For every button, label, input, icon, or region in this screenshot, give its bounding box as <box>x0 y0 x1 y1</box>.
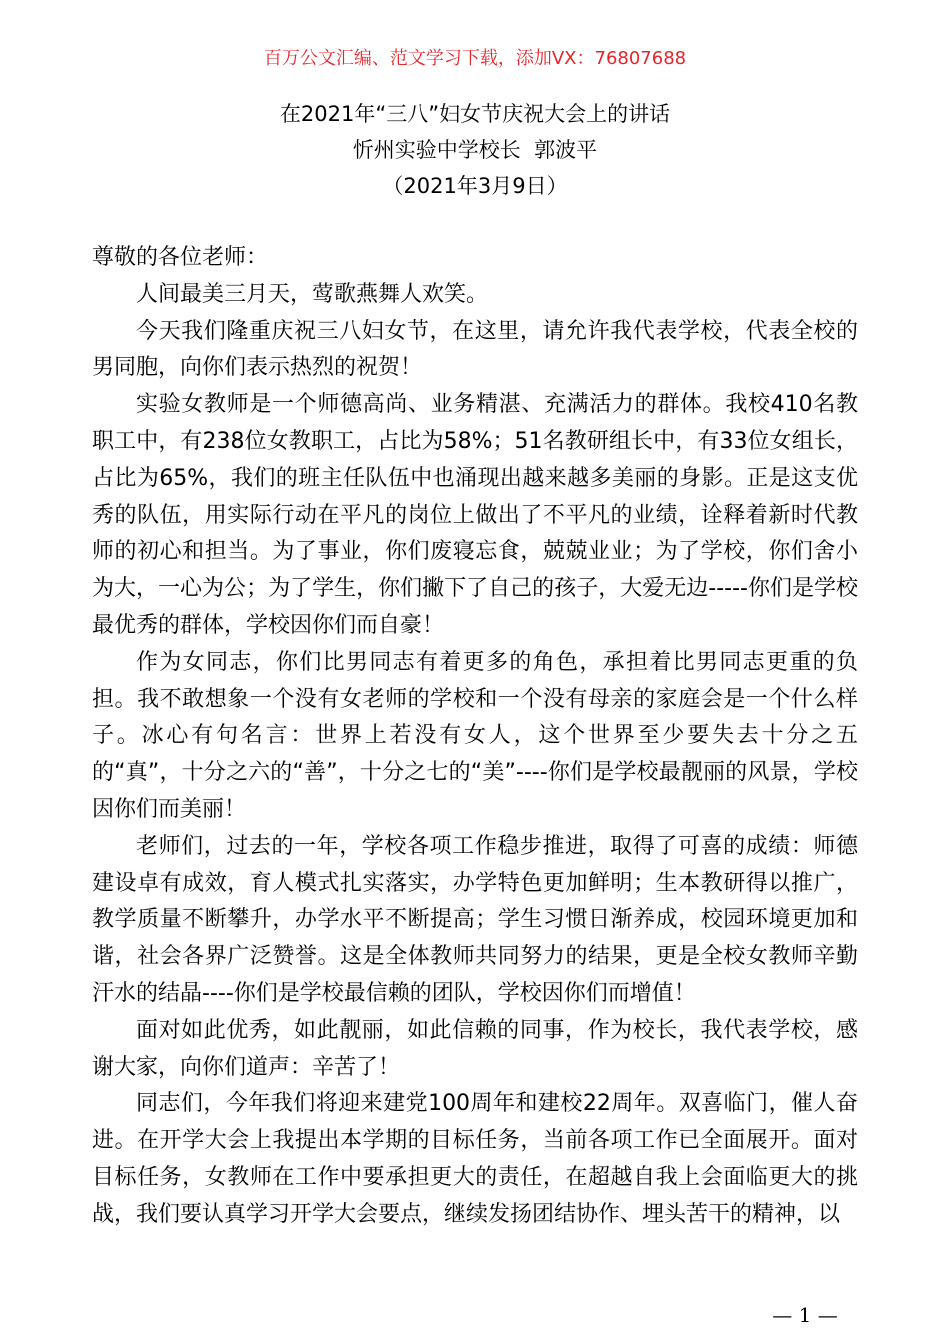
speech-body <box>92 240 858 1234</box>
paragraph-6: 面对如此优秀，如此靓丽，如此信赖的同事，作为校长，我代表学校，感谢大家，向你们道声：辛苦了！ <box>92 1017 858 1080</box>
paragraph-1: 人间最美三月天，莺歌燕舞人欢笑。 <box>136 281 489 307</box>
paragraph-5: 老师们，过去的一年，学校各项工作稳步推进，取得了可喜的成绩：师德建设卓有成效，育人模式扎实落实，办学特色更加鲜明；生本教研得以推广，教学质量不断攀升，办学水平不断提高；学生习惯日渐养成，校园环境更加和谐，社会各界广泛赞誉。这是全体教师共同努力的结果，更是全校女教师辛勤汗水的结晶----你们是学校最信赖的团队，学校因你们而增值！ <box>92 833 858 1006</box>
paragraph-4: 作为女同志，你们比男同志有着更多的角色，承担着比男同志更重的负担。我不敢想象一个没有女老师的学校和一个没有母亲的家庭会是一个什么样子。冰心有句名言：世界上若没有女人，这个世界至少要失去十分之五的“真”，十分之六的“善”，十分之七的“美”----你们是学校最靓丽的风景，学校因你们而美丽！ <box>92 649 858 822</box>
paragraph-7: 同志们，今年我们将迎来建党100周年和建校22周年。双喜临门，催人奋进。在开学大会上我提出本学期的目标任务，当前各项工作已全面展开。面对目标任务，女教师在工作中要承担更大的责任，在超越自我上会面临更大的挑战，我们要认真学习开学大会要点，继续发扬团结协作、埋头苦干的精神，以 <box>92 1091 858 1227</box>
paragraph-2: 今天我们隆重庆祝三八妇女节，在这里，请允许我代表学校，代表全校的男同胞，向你们表示热烈的祝贺！ <box>92 318 858 381</box>
salutation: 尊敬的各位老师： <box>92 245 269 270</box>
paragraph-3: 实验女教师是一个师德高尚、业务精湛、充满活力的群体。我校410名教职工中，有238位女教职工，占比为58%；51名教研组长中，有33位女组长，占比为65%，我们的班主任队伍中也涌现出越来越多美丽的身影。正是这支优秀的队伍，用实际行动在平凡的岗位上做出了不平凡的业绩，诠释着新时代教师的初心和担当。为了事业，你们废寝忘食，兢兢业业；为了学校，你们舍小为大，一心为公；为了学生，你们撇下了自己的孩子，大爱无边-----你们是学校最优秀的群体，学校因你们而自豪！ <box>92 392 858 638</box>
speech-header <box>0 96 950 204</box>
page-number: — 1 — <box>772 1303 838 1327</box>
promo-banner: 百万公文汇编、范文学习下载，添加VX：76807688 <box>263 48 687 69</box>
speech-title: 在2021年“三八”妇女节庆祝大会上的讲话 <box>279 102 671 126</box>
speech-date: （2021年3月9日） <box>382 174 568 198</box>
speaker-line: 忻州实验中学校长 郭波平 <box>352 138 598 162</box>
